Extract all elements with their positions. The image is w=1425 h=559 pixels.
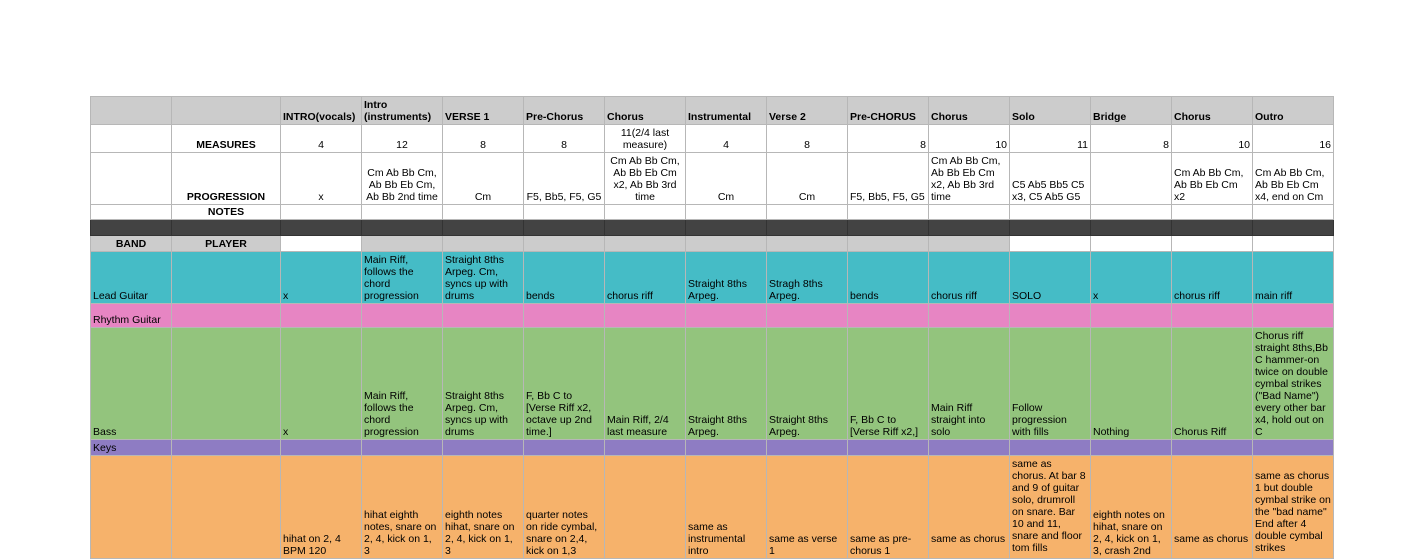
cell[interactable]: [848, 220, 929, 236]
part-cell[interactable]: Main Riff, follows the chord progression: [362, 328, 443, 440]
cell[interactable]: [362, 220, 443, 236]
part-cell[interactable]: [1010, 440, 1091, 456]
part-cell[interactable]: Main Riff, follows the chord progression: [362, 252, 443, 304]
row-label-notes[interactable]: NOTES: [172, 205, 281, 220]
cell[interactable]: [91, 220, 172, 236]
cell[interactable]: [1253, 220, 1334, 236]
part-cell[interactable]: Chorus Riff: [1172, 328, 1253, 440]
notes-cell[interactable]: [1253, 205, 1334, 220]
measures-cell[interactable]: 10: [929, 125, 1010, 153]
header-cell[interactable]: [91, 97, 172, 125]
part-cell[interactable]: same as chorus 1 but double cymbal strike on the "bad name" End after 4 double cymbal strikes: [1253, 456, 1334, 559]
separator-row: [91, 220, 1334, 236]
header-cell-chorus-2[interactable]: Chorus: [929, 97, 1010, 125]
cell[interactable]: [524, 220, 605, 236]
part-cell[interactable]: Straight 8ths Arpeg.: [686, 252, 767, 304]
part-cell[interactable]: Straight 8ths Arpeg.: [767, 328, 848, 440]
header-cell-instrumental[interactable]: Instrumental: [686, 97, 767, 125]
part-cell[interactable]: [524, 440, 605, 456]
cell[interactable]: [929, 236, 1010, 252]
cell[interactable]: [767, 236, 848, 252]
part-cell[interactable]: eighth notes on hihat, snare on 2, 4, kick on 1, 3, crash 2nd: [1091, 456, 1172, 559]
part-cell[interactable]: bends: [524, 252, 605, 304]
part-cell[interactable]: [929, 440, 1010, 456]
row-label-measures[interactable]: MEASURES: [172, 125, 281, 153]
part-cell[interactable]: [281, 304, 362, 328]
header-cell-chorus-3[interactable]: Chorus: [1172, 97, 1253, 125]
band-header-row: [91, 236, 1334, 252]
notes-row: [91, 205, 1334, 220]
cell[interactable]: [443, 236, 524, 252]
measures-cell[interactable]: 12: [362, 125, 443, 153]
part-cell[interactable]: [1091, 440, 1172, 456]
part-cell[interactable]: chorus riff: [929, 252, 1010, 304]
part-cell[interactable]: Straight 8ths Arpeg.: [686, 328, 767, 440]
cell[interactable]: [1010, 236, 1091, 252]
instrument-name[interactable]: Lead Guitar: [91, 252, 172, 304]
part-cell[interactable]: [524, 304, 605, 328]
notes-cell[interactable]: [443, 205, 524, 220]
progression-cell[interactable]: x: [281, 153, 362, 205]
instrument-name[interactable]: [91, 456, 172, 559]
progression-cell[interactable]: F5, Bb5, F5, G5: [848, 153, 929, 205]
header-cell-verse-1[interactable]: VERSE 1: [443, 97, 524, 125]
part-cell[interactable]: [686, 440, 767, 456]
part-cell[interactable]: [767, 304, 848, 328]
cell[interactable]: [686, 220, 767, 236]
header-cell-pre-chorus-2[interactable]: Pre-CHORUS: [848, 97, 929, 125]
cell[interactable]: [1172, 220, 1253, 236]
progression-row: [91, 153, 1334, 205]
header-cell-intro-vocals[interactable]: INTRO(vocals): [281, 97, 362, 125]
progression-cell[interactable]: Cm Ab Bb Cm, Ab Bb Eb Cm x2, Ab Bb 3rd time: [605, 153, 686, 205]
instrument-row-lead-guitar: [91, 252, 1334, 304]
part-cell[interactable]: [1091, 304, 1172, 328]
notes-cell[interactable]: [1010, 205, 1091, 220]
progression-cell[interactable]: F5, Bb5, F5, G5: [524, 153, 605, 205]
cell[interactable]: [848, 236, 929, 252]
part-cell[interactable]: eighth notes hihat, snare on 2, 4, kick on 1, 3: [443, 456, 524, 559]
measures-cell[interactable]: 8: [443, 125, 524, 153]
part-cell[interactable]: same as chorus: [929, 456, 1010, 559]
cell[interactable]: [605, 236, 686, 252]
band-header[interactable]: BAND: [91, 236, 172, 252]
cell[interactable]: [1253, 236, 1334, 252]
header-cell-bridge[interactable]: Bridge: [1091, 97, 1172, 125]
part-cell[interactable]: [848, 304, 929, 328]
part-cell[interactable]: Main Riff, 2/4 last measure: [605, 328, 686, 440]
arrangement-sheet: [90, 96, 1334, 559]
notes-cell[interactable]: [605, 205, 686, 220]
header-cell-chorus[interactable]: Chorus: [605, 97, 686, 125]
part-cell[interactable]: bends: [848, 252, 929, 304]
part-cell[interactable]: quarter notes on ride cymbal, snare on 2,4, kick on 1,3: [524, 456, 605, 559]
cell[interactable]: [1010, 220, 1091, 236]
measures-cell[interactable]: 8: [1091, 125, 1172, 153]
part-cell[interactable]: x: [1091, 252, 1172, 304]
header-cell-solo[interactable]: Solo: [1010, 97, 1091, 125]
part-cell[interactable]: F, Bb C to [Verse Riff x2,]: [848, 328, 929, 440]
cell[interactable]: [686, 236, 767, 252]
part-cell[interactable]: [848, 440, 929, 456]
instrument-row-drums: [91, 456, 1334, 559]
cell[interactable]: [605, 220, 686, 236]
notes-cell[interactable]: [1172, 205, 1253, 220]
part-cell[interactable]: [1010, 304, 1091, 328]
cell[interactable]: [172, 220, 281, 236]
part-cell[interactable]: Nothing: [1091, 328, 1172, 440]
cell[interactable]: [524, 236, 605, 252]
part-cell[interactable]: [605, 304, 686, 328]
player-cell[interactable]: [172, 252, 281, 304]
part-cell[interactable]: chorus riff: [605, 252, 686, 304]
instrument-name[interactable]: Bass: [91, 328, 172, 440]
part-cell[interactable]: [767, 440, 848, 456]
cell[interactable]: [767, 220, 848, 236]
measures-cell[interactable]: 4: [686, 125, 767, 153]
cell[interactable]: [929, 220, 1010, 236]
part-cell[interactable]: [1253, 304, 1334, 328]
part-cell[interactable]: [1253, 440, 1334, 456]
player-header[interactable]: PLAYER: [172, 236, 281, 252]
measures-cell[interactable]: 4: [281, 125, 362, 153]
part-cell[interactable]: [686, 304, 767, 328]
cell[interactable]: [91, 153, 172, 205]
part-cell[interactable]: x: [281, 328, 362, 440]
part-cell[interactable]: Stragh 8ths Arpeg.: [767, 252, 848, 304]
progression-cell[interactable]: Cm: [767, 153, 848, 205]
part-cell[interactable]: same as chorus: [1172, 456, 1253, 559]
progression-cell[interactable]: Cm: [443, 153, 524, 205]
instrument-row-bass: [91, 328, 1334, 440]
part-cell[interactable]: [1172, 440, 1253, 456]
cell[interactable]: [1091, 220, 1172, 236]
notes-cell[interactable]: [686, 205, 767, 220]
cell[interactable]: [362, 236, 443, 252]
instrument-row-rhythm-guitar: [91, 304, 1334, 328]
header-cell-pre-chorus[interactable]: Pre-Chorus: [524, 97, 605, 125]
notes-cell[interactable]: [767, 205, 848, 220]
header-cell[interactable]: [172, 97, 281, 125]
measures-cell[interactable]: 16: [1253, 125, 1334, 153]
part-cell[interactable]: [443, 440, 524, 456]
header-cell-intro-instruments[interactable]: Intro (instruments): [362, 97, 443, 125]
measures-cell[interactable]: 11(2/4 last measure): [605, 125, 686, 153]
header-row: [91, 97, 1334, 125]
part-cell[interactable]: [362, 304, 443, 328]
measures-row: [91, 125, 1334, 153]
part-cell[interactable]: Main Riff straight into solo: [929, 328, 1010, 440]
cell[interactable]: [281, 236, 362, 252]
part-cell[interactable]: [281, 440, 362, 456]
notes-cell[interactable]: [524, 205, 605, 220]
notes-cell[interactable]: [281, 205, 362, 220]
header-cell-verse-2[interactable]: Verse 2: [767, 97, 848, 125]
part-cell[interactable]: same as chorus. At bar 8 and 9 of guitar solo, drumroll on snare. Bar 10 and 11, snare and floor tom fills: [1010, 456, 1091, 559]
notes-cell[interactable]: [848, 205, 929, 220]
progression-cell[interactable]: Cm Ab Bb Cm, Ab Bb Eb Cm x4, end on Cm: [1253, 153, 1334, 205]
progression-cell[interactable]: Cm Ab Bb Cm, Ab Bb Eb Cm x2, Ab Bb 3rd time: [929, 153, 1010, 205]
part-cell[interactable]: same as verse 1: [767, 456, 848, 559]
part-cell[interactable]: SOLO: [1010, 252, 1091, 304]
progression-cell[interactable]: C5 Ab5 Bb5 C5 x3, C5 Ab5 G5: [1010, 153, 1091, 205]
player-cell[interactable]: [172, 440, 281, 456]
part-cell[interactable]: Chorus riff straight 8ths,Bb C hammer-on twice on double cymbal strikes ("Bad Name") every other bar x4, hold out on C: [1253, 328, 1334, 440]
player-cell[interactable]: [172, 328, 281, 440]
cell[interactable]: [281, 220, 362, 236]
notes-cell[interactable]: [362, 205, 443, 220]
part-cell[interactable]: x: [281, 252, 362, 304]
part-cell[interactable]: chorus riff: [1172, 252, 1253, 304]
instrument-name[interactable]: Rhythm Guitar: [91, 304, 172, 328]
header-cell-outro[interactable]: Outro: [1253, 97, 1334, 125]
progression-cell[interactable]: Cm: [686, 153, 767, 205]
row-label-progression[interactable]: PROGRESSION: [172, 153, 281, 205]
part-cell[interactable]: F, Bb C to [Verse Riff x2, octave up 2nd time.]: [524, 328, 605, 440]
instrument-name[interactable]: Keys: [91, 440, 172, 456]
progression-cell[interactable]: [1091, 153, 1172, 205]
part-cell[interactable]: [605, 456, 686, 559]
part-cell[interactable]: Straight 8ths Arpeg. Cm, syncs up with drums: [443, 252, 524, 304]
progression-cell[interactable]: Cm Ab Bb Cm, Ab Bb Eb Cm, Ab Bb 2nd time: [362, 153, 443, 205]
measures-cell[interactable]: 8: [848, 125, 929, 153]
cell[interactable]: [1172, 236, 1253, 252]
progression-cell[interactable]: Cm Ab Bb Cm, Ab Bb Eb Cm x2: [1172, 153, 1253, 205]
part-cell[interactable]: Follow progression with fills: [1010, 328, 1091, 440]
instrument-row-keys: [91, 440, 1334, 456]
part-cell[interactable]: [362, 440, 443, 456]
part-cell[interactable]: same as pre-chorus 1: [848, 456, 929, 559]
cell[interactable]: [1091, 236, 1172, 252]
part-cell[interactable]: [443, 304, 524, 328]
cell[interactable]: [91, 205, 172, 220]
cell[interactable]: [443, 220, 524, 236]
part-cell[interactable]: main riff: [1253, 252, 1334, 304]
part-cell[interactable]: [605, 440, 686, 456]
cell[interactable]: [91, 125, 172, 153]
measures-cell[interactable]: 8: [767, 125, 848, 153]
measures-cell[interactable]: 10: [1172, 125, 1253, 153]
measures-cell[interactable]: 8: [524, 125, 605, 153]
part-cell[interactable]: Straight 8ths Arpeg. Cm, syncs up with drums: [443, 328, 524, 440]
player-cell[interactable]: [172, 304, 281, 328]
notes-cell[interactable]: [1091, 205, 1172, 220]
part-cell[interactable]: [1172, 304, 1253, 328]
player-cell[interactable]: [172, 456, 281, 559]
part-cell[interactable]: hihat on 2, 4 BPM 120: [281, 456, 362, 559]
notes-cell[interactable]: [929, 205, 1010, 220]
part-cell[interactable]: same as instrumental intro: [686, 456, 767, 559]
part-cell[interactable]: hihat eighth notes, snare on 2, 4, kick on 1, 3: [362, 456, 443, 559]
part-cell[interactable]: [929, 304, 1010, 328]
measures-cell[interactable]: 11: [1010, 125, 1091, 153]
